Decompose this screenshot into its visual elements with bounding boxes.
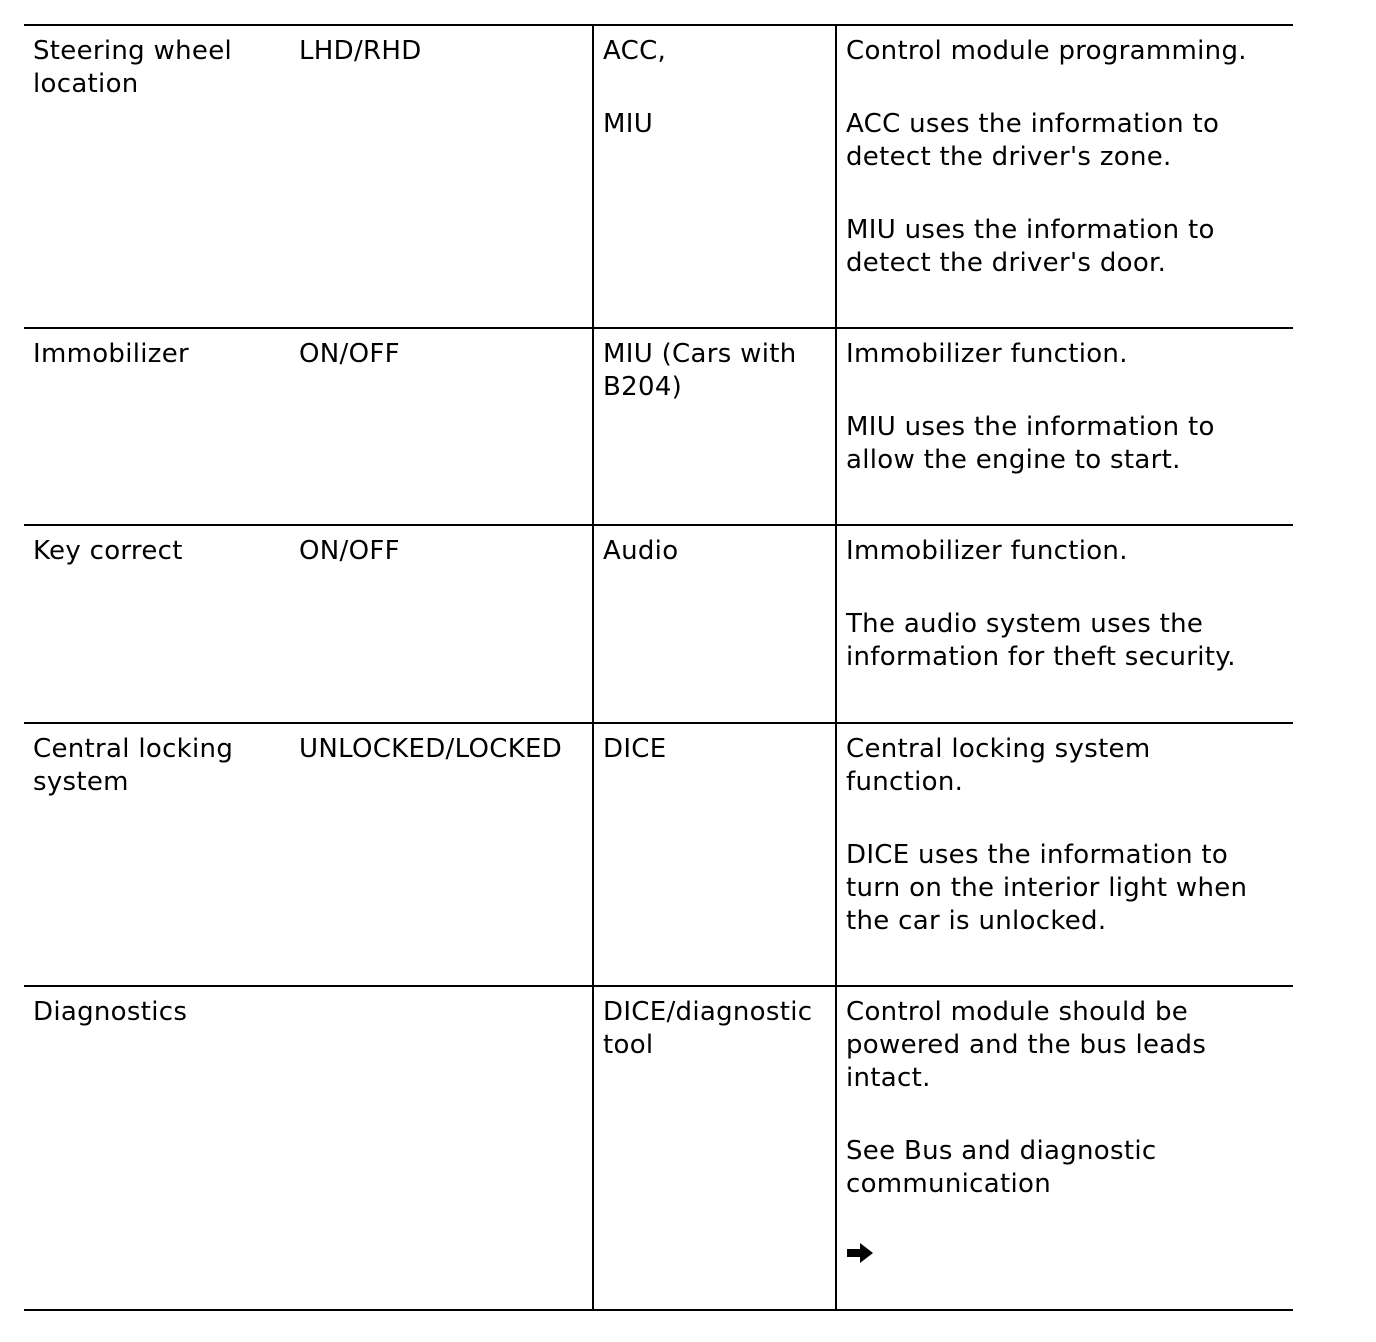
table-row: [24, 987, 1293, 1311]
signal-description: [835, 329, 1293, 524]
signal-description: [835, 526, 1293, 722]
receiving-modules: [592, 26, 835, 327]
receiving-modules: [592, 724, 835, 985]
description-paragraph: Control module programming.: [846, 36, 1247, 66]
description-paragraph: ACC uses the information to detect the driver's zone.: [846, 109, 1220, 172]
module-name: MIU (Cars with B204): [603, 339, 797, 402]
signal-value: ON/OFF: [299, 339, 400, 369]
description-paragraph: Immobilizer function.: [846, 339, 1128, 369]
description-paragraph: The audio system uses the information for theft security.: [846, 609, 1236, 672]
signal-name: Diagnostics: [33, 997, 188, 1027]
table-row: [24, 724, 1293, 987]
signal-table: [24, 24, 1293, 1311]
right-arrow-icon[interactable]: [846, 1241, 874, 1265]
module-name: MIU: [603, 109, 654, 139]
description-paragraph: MIU uses the information to allow the engine to start.: [846, 412, 1215, 475]
description-paragraph: MIU uses the information to detect the driver's door.: [846, 215, 1215, 278]
signal-description: [835, 987, 1293, 1309]
description-paragraph[interactable]: See Bus and diagnostic communication: [846, 1136, 1157, 1199]
signal-value: [299, 987, 589, 1309]
description-paragraph: Central locking system function.: [846, 734, 1151, 797]
module-name: ACC,: [603, 36, 667, 66]
signal-name: Immobilizer: [33, 339, 190, 369]
signal-value: ON/OFF: [299, 536, 400, 566]
description-paragraph: Immobilizer function.: [846, 536, 1128, 566]
receiving-modules: [592, 987, 835, 1309]
signal-description: [835, 26, 1293, 327]
signal-value: UNLOCKED/LOCKED: [299, 734, 563, 764]
receiving-modules: [592, 329, 835, 524]
description-paragraph: DICE uses the information to turn on the interior light when the car is unlocked.: [846, 840, 1248, 936]
table-row: [24, 26, 1293, 329]
signal-name: Central locking system: [33, 734, 234, 797]
signal-value: LHD/RHD: [299, 36, 422, 66]
module-name: Audio: [603, 536, 679, 566]
signal-name: Key correct: [33, 536, 183, 566]
module-name: DICE/diagnostic tool: [603, 997, 813, 1060]
table-row: [24, 329, 1293, 526]
module-name: DICE: [603, 734, 667, 764]
signal-name: Steering wheel location: [33, 36, 233, 99]
signal-description: [835, 724, 1293, 985]
table-row: [24, 526, 1293, 724]
description-paragraph: Control module should be powered and the bus leads intact.: [846, 997, 1207, 1093]
receiving-modules: [592, 526, 835, 722]
